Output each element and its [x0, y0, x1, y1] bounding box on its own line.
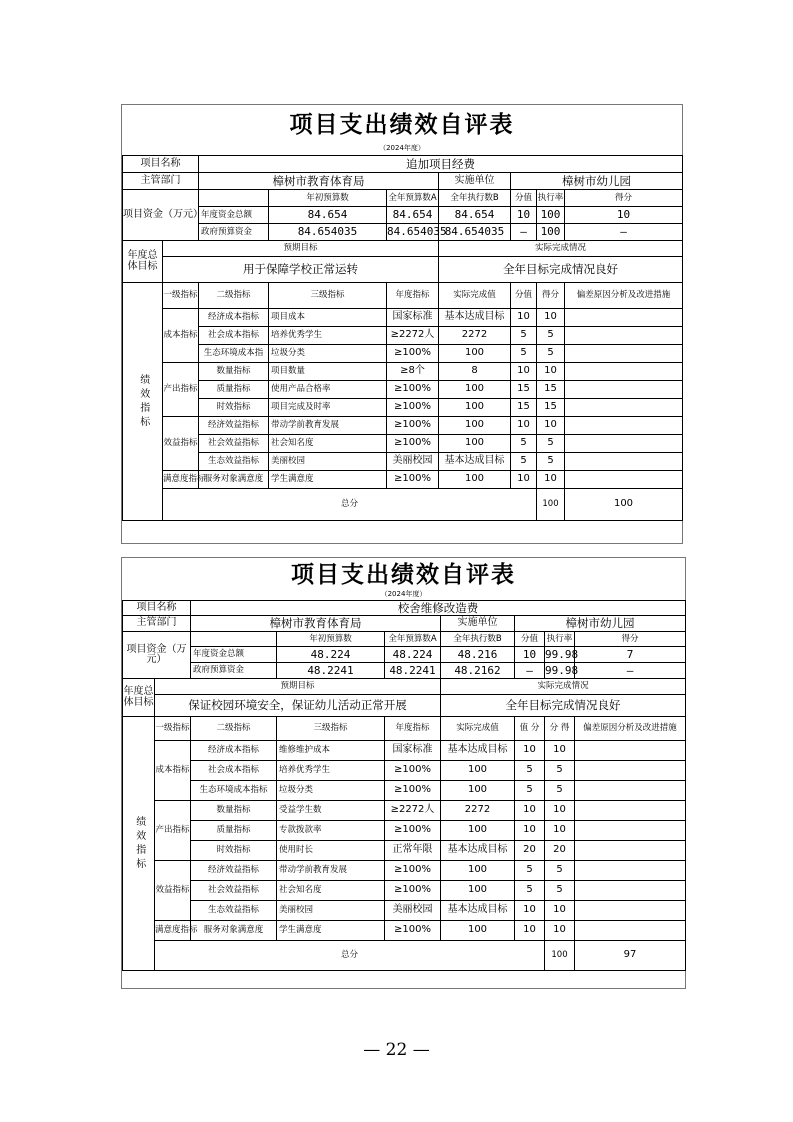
indicator-actual: 100	[441, 881, 515, 901]
indicator-actual: 100	[441, 861, 515, 881]
indicator-val: 10	[511, 417, 537, 435]
indicator-actual: 基本达成目标	[441, 741, 515, 761]
indicator-score: 5	[545, 881, 575, 901]
indicator-val: 5	[515, 761, 545, 781]
indicator-deviation	[575, 781, 686, 801]
total-label: 总分	[155, 941, 545, 971]
indicator-l2: 生态效益指标	[199, 453, 269, 471]
indicator-score: 10	[537, 363, 565, 381]
indicator-actual: 基本达成目标	[439, 309, 511, 327]
indicator-deviation	[575, 821, 686, 841]
indicator-val: 20	[515, 841, 545, 861]
gov-initial: 48.2241	[277, 663, 385, 679]
gov-score-val: —	[515, 663, 545, 679]
indicator-deviation	[565, 363, 683, 381]
indicator-val: 10	[511, 309, 537, 327]
label-actual-completion: 实际完成情况	[439, 241, 683, 257]
annual-score: 10	[565, 207, 683, 224]
total-val: 100	[545, 941, 575, 971]
header-score: 得分	[537, 283, 565, 309]
indicator-deviation	[565, 417, 683, 435]
header-deviation: 偏差原因分析及改进措施	[575, 717, 686, 741]
indicator-score: 15	[537, 399, 565, 417]
indicator-l3: 项目成本	[269, 309, 387, 327]
indicator-deviation	[575, 801, 686, 821]
evaluation-sheet-2	[121, 557, 686, 989]
impl-unit-value: 樟树市幼儿园	[515, 616, 686, 632]
indicator-deviation	[565, 471, 683, 489]
level1-cost: 成本指标	[163, 309, 199, 363]
indicator-val: 5	[515, 781, 545, 801]
gov-score-val: —	[511, 224, 537, 241]
indicator-l2: 生态环境成本指	[199, 345, 269, 363]
indicator-score: 10	[537, 309, 565, 327]
indicator-score: 10	[545, 801, 575, 821]
indicator-l3: 带动学前教育发展	[269, 417, 387, 435]
indicator-actual: 8	[439, 363, 511, 381]
label-actual-completion: 实际完成情况	[441, 679, 686, 695]
gov-rate: 100	[537, 224, 565, 241]
indicator-score: 5	[537, 453, 565, 471]
indicator-l3: 垃圾分类	[277, 781, 385, 801]
indicator-l2: 质量指标	[191, 821, 277, 841]
indicator-score: 20	[545, 841, 575, 861]
indicator-val: 15	[511, 381, 537, 399]
annual-initial: 84.654	[269, 207, 387, 224]
label-impl-unit: 实施单位	[441, 616, 515, 632]
label-annual-goal: 年度总体目标	[123, 241, 163, 283]
col-initial: 年初预算数	[269, 190, 387, 207]
indicator-val: 10	[511, 471, 537, 489]
department-value: 樟树市教育体育局	[199, 173, 439, 190]
indicator-l3: 维修维护成本	[277, 741, 385, 761]
total-score: 100	[565, 489, 683, 521]
header-level1: 一级指标	[163, 283, 199, 309]
indicator-actual: 100	[441, 781, 515, 801]
indicator-val: 5	[511, 327, 537, 345]
page-number: — 22 —	[363, 1040, 430, 1060]
header-level2: 二级指标	[191, 717, 277, 741]
gov-full: 84.654035	[387, 224, 439, 241]
level1-benefit: 效益指标	[163, 417, 199, 471]
total-label: 总分	[163, 489, 537, 521]
header-annual-indicator: 年度指标	[387, 283, 439, 309]
indicator-score: 15	[537, 381, 565, 399]
indicator-l3: 项目数量	[269, 363, 387, 381]
indicator-l2: 社会效益指标	[199, 435, 269, 453]
label-department: 主管部门	[123, 616, 191, 632]
indicator-actual: 100	[441, 821, 515, 841]
indicator-target: ≥100%	[387, 345, 439, 363]
indicator-target: ≥100%	[387, 435, 439, 453]
label-annual-goal: 年度总体目标	[123, 679, 155, 717]
label-annual-total: 年度资金总额	[191, 647, 277, 663]
indicator-l3: 项目完成及时率	[269, 399, 387, 417]
indicator-val: 5	[511, 345, 537, 363]
indicator-score: 5	[545, 781, 575, 801]
header-actual-value: 实际完成值	[441, 717, 515, 741]
indicator-target: 美丽校园	[385, 901, 441, 921]
header-score-val: 值 分	[515, 717, 545, 741]
col-full-a: 全年预算数A	[387, 190, 439, 207]
annual-score: 7	[575, 647, 686, 663]
indicator-deviation	[565, 327, 683, 345]
indicator-l3: 学生满意度	[277, 921, 385, 941]
indicator-l3: 美丽校园	[269, 453, 387, 471]
label-department: 主管部门	[123, 173, 199, 190]
evaluation-sheet-1	[121, 104, 683, 544]
label-project-name: 项目名称	[123, 601, 191, 616]
indicator-deviation	[575, 901, 686, 921]
indicator-val: 10	[515, 801, 545, 821]
indicator-target: 国家标准	[387, 309, 439, 327]
indicator-val: 5	[515, 861, 545, 881]
indicator-actual: 基本达成目标	[441, 841, 515, 861]
col-score: 得分	[565, 190, 683, 207]
indicator-l2: 经济效益指标	[191, 861, 277, 881]
indicator-l2: 服务对象满意度	[199, 471, 269, 489]
indicator-val: 10	[515, 901, 545, 921]
indicator-target: ≥100%	[387, 399, 439, 417]
label-gov-budget: 政府预算资金	[191, 663, 277, 679]
indicator-actual: 2272	[439, 327, 511, 345]
sheet-year: （2024年度）	[380, 590, 427, 598]
header-score: 分 得	[545, 717, 575, 741]
gov-rate: 99.98	[545, 663, 579, 677]
indicator-val: 5	[511, 453, 537, 471]
level1-output: 产出指标	[163, 363, 199, 417]
indicator-score: 10	[545, 901, 575, 921]
header-level3: 三级指标	[277, 717, 385, 741]
col-initial: 年初预算数	[277, 632, 385, 647]
actual-completion-value: 全年目标完成情况良好	[439, 257, 683, 283]
level1-output: 产出指标	[155, 801, 191, 861]
label-funds: 项目资金（万元）	[123, 190, 199, 241]
level1-satisfaction: 满意度指标	[163, 471, 199, 489]
level1-satisfaction: 满意度指标	[155, 921, 191, 941]
annual-exec: 84.654	[439, 207, 511, 224]
col-exec-b: 全年执行数B	[441, 632, 515, 647]
gov-full: 48.2241	[385, 663, 441, 679]
annual-full: 48.224	[385, 647, 441, 663]
evaluation-table	[122, 155, 683, 521]
indicator-l3: 受益学生数	[277, 801, 385, 821]
impl-unit-value: 樟树市幼儿园	[511, 173, 683, 190]
indicator-score: 10	[545, 821, 575, 841]
indicator-l2: 经济成本指标	[199, 309, 269, 327]
indicator-val: 10	[515, 741, 545, 761]
indicator-target: ≥100%	[387, 417, 439, 435]
label-expected-goal: 预期目标	[155, 679, 441, 695]
indicator-target: ≥100%	[385, 921, 441, 941]
annual-initial: 48.224	[277, 647, 385, 663]
indicator-target: ≥100%	[385, 861, 441, 881]
indicator-l2: 社会成本指标	[191, 761, 277, 781]
indicator-target: ≥2272人	[385, 801, 441, 821]
indicator-target: ≥100%	[385, 761, 441, 781]
annual-full: 84.654	[387, 207, 439, 224]
gov-initial: 84.654035	[269, 224, 387, 241]
indicator-score: 5	[537, 327, 565, 345]
header-score-val: 分值	[511, 283, 537, 309]
col-score-val: 分值	[515, 632, 545, 647]
indicator-score: 10	[537, 471, 565, 489]
indicator-l3: 使用产品合格率	[269, 381, 387, 399]
indicator-l2: 数量指标	[191, 801, 277, 821]
indicator-deviation	[565, 435, 683, 453]
indicator-score: 5	[537, 345, 565, 363]
indicator-target: 国家标准	[385, 741, 441, 761]
col-exec-rate: 执行率	[537, 190, 565, 207]
indicator-actual: 100	[439, 417, 511, 435]
gov-score: —	[575, 663, 686, 679]
annual-rate: 99.98	[545, 647, 579, 661]
indicator-l3: 美丽校园	[277, 901, 385, 921]
indicator-actual: 100	[439, 435, 511, 453]
indicator-target: ≥8个	[387, 363, 439, 381]
indicator-score: 5	[537, 435, 565, 453]
header-level3: 三级指标	[269, 283, 387, 309]
label-impl-unit: 实施单位	[439, 173, 511, 190]
indicator-actual: 基本达成目标	[441, 901, 515, 921]
indicator-val: 10	[515, 821, 545, 841]
header-level1: 一级指标	[155, 717, 191, 741]
indicator-val: 10	[511, 363, 537, 381]
indicator-actual: 基本达成目标	[439, 453, 511, 471]
indicator-l3: 社会知名度	[269, 435, 387, 453]
annual-exec: 48.216	[441, 647, 515, 663]
indicator-l3: 专款拨款率	[277, 821, 385, 841]
indicator-deviation	[565, 453, 683, 471]
indicator-l3: 培养优秀学生	[269, 327, 387, 345]
sheet-title: 项目支出绩效自评表	[289, 111, 515, 138]
indicator-target: ≥100%	[385, 821, 441, 841]
indicator-target: 美丽校园	[387, 453, 439, 471]
sheet-year: （2024年度）	[379, 144, 425, 152]
col-score: 得分	[575, 632, 686, 647]
level1-cost: 成本指标	[155, 741, 191, 801]
indicator-l2: 服务对象满意度	[191, 921, 277, 941]
label-perf-indicator: 绩效指标	[123, 283, 163, 521]
indicator-deviation	[575, 881, 686, 901]
indicator-l2: 生态环境成本指标	[191, 781, 277, 801]
header-actual-value: 实际完成值	[439, 283, 511, 309]
col-score-val: 分值	[511, 190, 537, 207]
label-expected-goal: 预期目标	[163, 241, 439, 257]
level1-benefit: 效益指标	[155, 861, 191, 921]
label-gov-budget: 政府预算资金	[199, 224, 269, 241]
indicator-l2: 质量指标	[199, 381, 269, 399]
total-val: 100	[537, 489, 565, 521]
total-score: 97	[575, 941, 686, 971]
indicator-l3: 带动学前教育发展	[277, 861, 385, 881]
indicator-l3: 培养优秀学生	[277, 761, 385, 781]
header-annual-indicator: 年度指标	[385, 717, 441, 741]
indicator-score: 5	[545, 861, 575, 881]
indicator-val: 10	[515, 921, 545, 941]
indicator-deviation	[575, 761, 686, 781]
col-exec-rate: 执行率	[545, 632, 575, 647]
indicator-target: ≥100%	[387, 471, 439, 489]
project-name-value: 追加项目经费	[199, 156, 683, 173]
indicator-actual: 100	[441, 921, 515, 941]
col-exec-b: 全年执行数B	[439, 190, 511, 207]
indicator-deviation	[575, 741, 686, 761]
indicator-target: ≥100%	[385, 781, 441, 801]
indicator-l2: 时效指标	[191, 841, 277, 861]
indicator-l2: 社会效益指标	[191, 881, 277, 901]
indicator-val: 5	[515, 881, 545, 901]
indicator-score: 10	[545, 741, 575, 761]
indicator-l2: 数量指标	[199, 363, 269, 381]
indicator-l3: 使用时长	[277, 841, 385, 861]
indicator-l2: 经济成本指标	[191, 741, 277, 761]
label-perf-indicator: 绩效指标	[123, 717, 155, 971]
indicator-actual: 100	[439, 381, 511, 399]
indicator-target: ≥100%	[385, 881, 441, 901]
annual-score-val: 10	[511, 207, 537, 224]
department-value: 樟树市教育体育局	[191, 616, 441, 632]
indicator-val: 5	[511, 435, 537, 453]
gov-exec: 48.2162	[441, 663, 515, 679]
col-full-a: 全年预算数A	[385, 632, 441, 647]
header-level2: 二级指标	[199, 283, 269, 309]
project-name-value: 校舍维修改造费	[191, 601, 686, 616]
annual-score-val: 10	[515, 647, 545, 663]
label-project-name: 项目名称	[123, 156, 199, 173]
indicator-actual: 100	[439, 471, 511, 489]
indicator-deviation	[565, 399, 683, 417]
indicator-l3: 学生满意度	[269, 471, 387, 489]
indicator-val: 15	[511, 399, 537, 417]
sheet-title: 项目支出绩效自评表	[291, 561, 516, 588]
indicator-l2: 时效指标	[199, 399, 269, 417]
indicator-l3: 垃圾分类	[269, 345, 387, 363]
indicator-score: 10	[545, 921, 575, 941]
indicator-deviation	[575, 861, 686, 881]
header-deviation: 偏差原因分析及改进措施	[565, 283, 683, 309]
evaluation-table	[122, 600, 686, 971]
actual-completion-value: 全年目标完成情况良好	[441, 695, 686, 717]
expected-goal-value: 保证校园环境安全，保证幼儿活动正常开展	[155, 695, 441, 717]
annual-rate: 100	[537, 207, 565, 224]
indicator-target: 正常年限	[385, 841, 441, 861]
indicator-deviation	[565, 309, 683, 327]
indicator-l2: 经济效益指标	[199, 417, 269, 435]
indicator-actual: 100	[441, 761, 515, 781]
indicator-deviation	[575, 841, 686, 861]
indicator-deviation	[565, 345, 683, 363]
indicator-score: 10	[537, 417, 565, 435]
indicator-actual: 100	[439, 399, 511, 417]
indicator-score: 5	[545, 761, 575, 781]
indicator-l3: 社会知名度	[277, 881, 385, 901]
expected-goal-value: 用于保障学校正常运转	[163, 257, 439, 283]
indicator-actual: 100	[439, 345, 511, 363]
indicator-actual: 2272	[441, 801, 515, 821]
indicator-deviation	[565, 381, 683, 399]
gov-score: —	[565, 224, 683, 241]
indicator-l2: 社会成本指标	[199, 327, 269, 345]
indicator-target: ≥100%	[387, 381, 439, 399]
label-funds: 项目资金（万元）	[123, 632, 191, 679]
gov-exec: 84.654035	[439, 224, 511, 241]
indicator-l2: 生态效益指标	[191, 901, 277, 921]
indicator-target: ≥2272人	[387, 327, 439, 345]
indicator-deviation	[575, 921, 686, 941]
label-annual-total: 年度资金总额	[199, 207, 269, 224]
